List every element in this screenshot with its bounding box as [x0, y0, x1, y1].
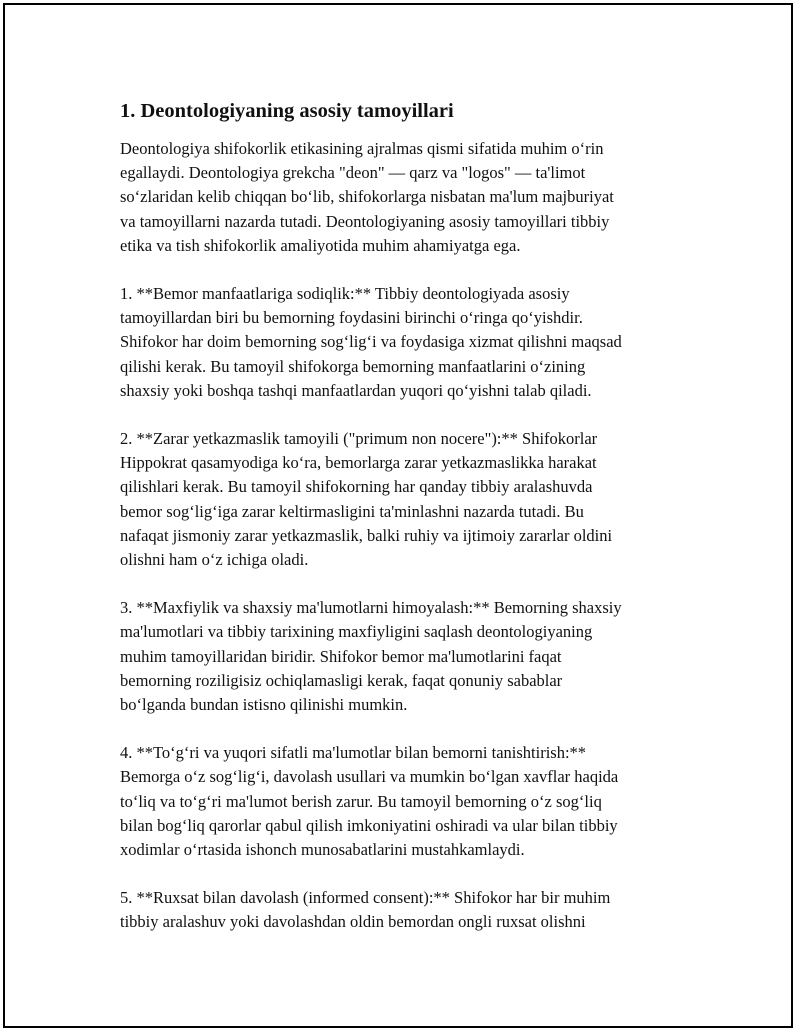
text-line: xodimlar o‘rtasida ishonch munosabatlarini mustahkamlaydi. [120, 840, 525, 860]
text-line: so‘zlaridan kelib chiqqan bo‘lib, shifokorlarga nisbatan ma'lum majburiyat [120, 187, 614, 207]
text-line: 2. **Zarar yetkazmaslik tamoyili ("primum non nocere"):** Shifokorlar [120, 429, 598, 449]
text-line: 5. **Ruxsat bilan davolash (informed consent):** Shifokor har bir muhim [120, 888, 611, 908]
text-line: va tamoyillarni nazarda tutadi. Deontologiyaning asosiy tamoyillari tibbiy [120, 211, 610, 231]
text-line: egallaydi. Deontologiya grekcha "deon" — qarz va "logos" — ta'limot [120, 163, 586, 183]
text-line: shaxsiy yoki boshqa tashqi manfaatlardan yuqori qo‘yishni talab qiladi. [120, 380, 592, 400]
document-body [120, 97, 700, 959]
paragraph [120, 137, 700, 258]
text-line: etika va tish shifokorlik amaliyotida muhim ahamiyatga ega. [120, 235, 521, 255]
text-line: olishni ham o‘z ichiga oladi. [120, 550, 309, 570]
text-line: Deontologiya shifokorlik etikasining ajralmas qismi sifatida muhim o‘rin [120, 139, 604, 158]
paragraph [120, 886, 700, 934]
text-line: qilishi kerak. Bu tamoyil shifokorga bemorning manfaatlarini o‘zining [120, 356, 586, 376]
text-line: tamoyillardan biri bu bemorning foydasini birinchi o‘ringa qo‘yishdir. [120, 308, 583, 328]
text-line: 4. **To‘g‘ri va yuqori sifatli ma'lumotlar bilan bemorni tanishtirish:** [120, 743, 587, 763]
text-line: tibbiy aralashuv yoki davolashdan oldin bemordan ongli ruxsat olishni [120, 912, 586, 932]
paragraph [120, 741, 700, 862]
document-page [3, 3, 793, 1028]
text-line: 1. **Bemor manfaatlariga sodiqlik:** Tibbiy deontologiyada asosiy [120, 284, 570, 304]
text-line: bilan bog‘liq qarorlar qabul qilish imkoniyatini oshiradi va ular bilan tibbiy [120, 815, 618, 835]
paragraph [120, 427, 700, 572]
section-heading: 1. Deontologiyaning asosiy tamoyillari [120, 100, 454, 122]
paragraph [120, 282, 700, 403]
text-line: Bemorga o‘z sog‘lig‘i, davolash usullari va mumkin bo‘lgan xavflar haqida [120, 767, 619, 787]
text-line: muhim tamoyillaridan biridir. Shifokor bemor ma'lumotlarini faqat [120, 646, 562, 666]
text-line: bemorning roziligisiz ochiqlamasligi kerak, faqat qonuniy sabablar [120, 670, 563, 690]
paragraph [120, 596, 700, 717]
text-line: ma'lumotlari va tibbiy tarixining maxfiyligini saqlash deontologiyaning [120, 622, 593, 642]
text-line: bemor sog‘lig‘iga zarar keltirmasligini ta'minlashni nazarda tutadi. Bu [120, 501, 584, 521]
text-line: 3. **Maxfiylik va shaxsiy ma'lumotlarni himoyalash:** Bemorning shaxsiy [120, 598, 622, 618]
text-line: Hippokrat qasamyodiga ko‘ra, bemorlarga zarar yetkazmaslikka harakat [120, 453, 597, 473]
text-line: qilishlari kerak. Bu tamoyil shifokorning har qanday tibbiy aralashuvda [120, 477, 593, 497]
text-line: to‘liq va to‘g‘ri ma'lumot berish zarur. Bu tamoyil bemorning o‘z sog‘liq [120, 791, 602, 811]
text-line: nafaqat jismoniy zarar yetkazmaslik, balki ruhiy va ijtimoiy zararlar oldini [120, 525, 613, 545]
text-line: bo‘lganda bundan istisno qilinishi mumkin. [120, 695, 408, 715]
paragraph-list [120, 137, 700, 935]
text-line: Shifokor har doim bemorning sog‘lig‘i va foydasiga xizmat qilishni maqsad [120, 332, 622, 352]
